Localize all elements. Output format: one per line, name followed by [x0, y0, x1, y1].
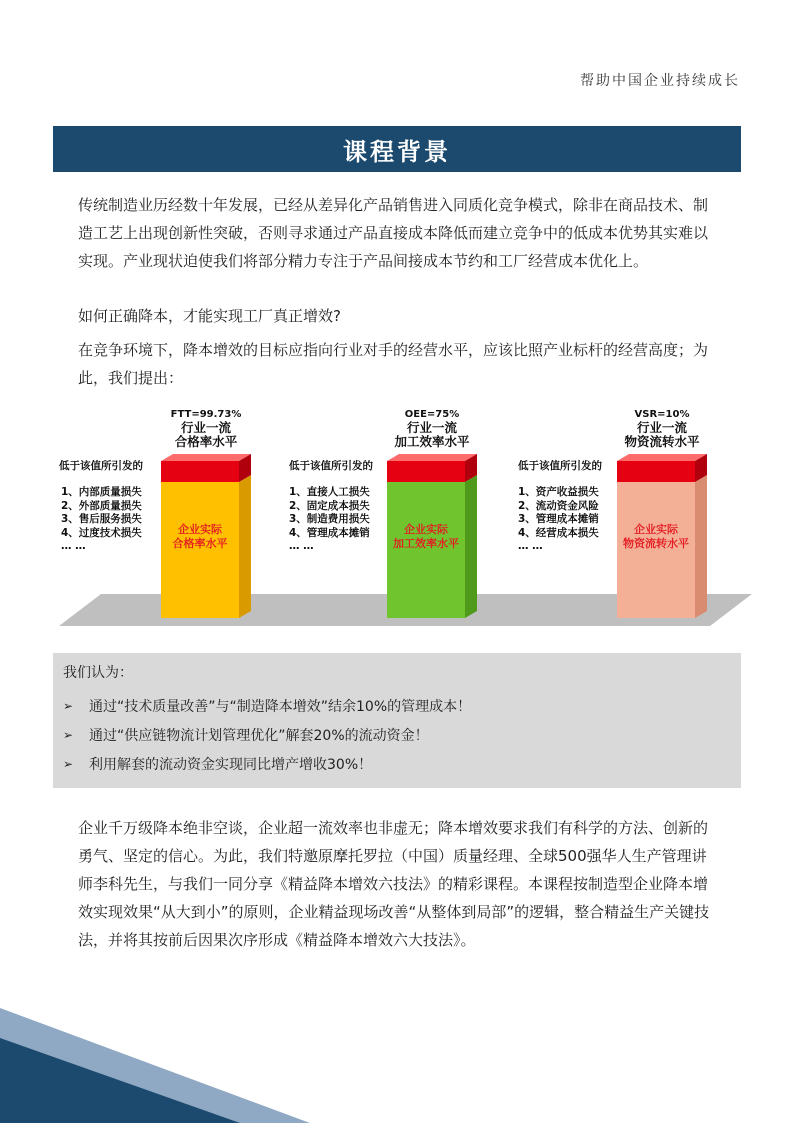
logistics-bar-label-1: 企业实际: [634, 523, 678, 536]
logistics-bar-label-2: 物资流转水平: [623, 537, 689, 550]
quality-reason: 3、售后服务损失: [61, 513, 142, 525]
efficiency-head-2: 加工效率水平: [394, 434, 470, 449]
efficiency-reason-title: 低于该值所引发的: [289, 460, 373, 472]
quality-reason: … …: [61, 540, 86, 552]
quality-benchmark-heading: [161, 408, 251, 449]
arrow-bullet-icon: ➢: [63, 698, 74, 713]
corner-decoration: [0, 1008, 310, 1123]
belief-item: [63, 720, 471, 749]
efficiency-reason: … …: [289, 540, 314, 552]
belief-list: [63, 691, 471, 778]
belief-item-text: 利用解套的流动资金实现同比增产增收30%！: [89, 756, 373, 773]
efficiency-reason: 2、固定成本损失: [289, 499, 370, 512]
bar-quality-cap-top: [161, 454, 251, 461]
bar-quality-cap-front: [161, 461, 239, 482]
logistics-reason-title: 低于该值所引发的: [518, 460, 602, 472]
quality-head-1: 行业一流: [180, 420, 231, 435]
logistics-reason-list: [518, 486, 599, 554]
bar-quality-side: [239, 475, 251, 618]
belief-box: [53, 653, 741, 788]
section-title-bar: [53, 126, 741, 172]
efficiency-benchmark-heading: [385, 408, 479, 449]
logistics-reason: 1、资产收益损失: [518, 486, 599, 498]
quality-reason: 2、外部质量损失: [61, 499, 142, 512]
efficiency-bar-label-2: 加工效率水平: [393, 537, 459, 550]
logistics-benchmark-heading: [615, 408, 709, 449]
bar-logistics-cap-front: [617, 461, 695, 482]
logistics-head-2: 物资流转水平: [624, 434, 700, 449]
efficiency-bar-label: [387, 523, 465, 551]
bar-efficiency-cap-top: [387, 454, 477, 461]
bar-logistics-side: [695, 475, 707, 618]
efficiency-reason: 3、制造费用损失: [289, 513, 370, 525]
quality-reason: 4、过度技术损失: [61, 526, 142, 539]
closing-paragraph: 企业千万级降本绝非空谈，企业超一流效率也非虚无；降本增效要求我们有科学的方法、创新的勇气、坚定的信心。为此，我们特邀原摩托罗拉（中国）质量经理、全球500强华人生产管理讲师李科先生，与我们一同分享《精益降本增效六技法》的精彩课程。本课程按制造型企业降本增效实现效果“从大到小”的原则，企业精益现场改善“从整体到局部”的逻辑，整合精益生产关键技法，并将其按前后因果次序形成《精益降本增效六大技法》。: [78, 819, 710, 949]
logistics-head-1: 行业一流: [636, 420, 687, 435]
logistics-reason: 4、经营成本损失: [518, 526, 599, 539]
efficiency-bar-label-1: 企业实际: [404, 523, 448, 536]
belief-title: 我们认为：: [63, 665, 133, 681]
benchmark-diagram: [55, 400, 755, 635]
bar-efficiency-cap-front: [387, 461, 465, 482]
section-title: 课程背景: [343, 137, 451, 166]
corner-dark-stripe: [0, 1038, 240, 1123]
quality-reason-list: [61, 486, 142, 554]
bar-efficiency-side: [465, 475, 477, 618]
belief-item-text: 通过“供应链物流计划管理优化”解套20%的流动资金！: [89, 727, 429, 744]
header-tagline: 帮助中国企业持续成长: [580, 73, 740, 89]
quality-kpi: FTT=99.73%: [170, 409, 242, 420]
efficiency-reason: 4、管理成本摊销: [289, 526, 370, 539]
logistics-reason: 2、流动资金风险: [518, 499, 599, 512]
quality-bar-label-1: 企业实际: [178, 523, 222, 536]
efficiency-reason: 1、直接人工损失: [289, 486, 370, 498]
intro-paragraph-2: 在竞争环境下，降本增效的目标应指向行业对手的经营水平，应该比照产业标杆的经营高度；为此，我们提出：: [78, 341, 709, 387]
efficiency-head-1: 行业一流: [406, 420, 457, 435]
bar-logistics-cap-top: [617, 454, 707, 461]
belief-item-text: 通过“技术质量改善”与“制造降本增效”结余10%的管理成本！: [89, 698, 472, 715]
efficiency-reason-list: [289, 486, 370, 554]
logistics-kpi: VSR=10%: [634, 409, 690, 420]
belief-item: [63, 749, 471, 778]
efficiency-kpi: OEE=75%: [404, 409, 460, 420]
logistics-reason: 3、管理成本摊销: [518, 513, 599, 525]
intro-paragraph: 传统制造业历经数十年发展，已经从差异化产品销售进入同质化竞争模式，除非在商品技术、制造工艺上出现创新性突破，否则寻求通过产品直接成本降低而建立竞争中的低成本优势其实难以实现。产业现状迫使我们将部分精力专注于产品间接成本节约和工厂经营成本优化上。: [78, 196, 709, 270]
belief-item: [63, 691, 471, 720]
logistics-reason: … …: [518, 540, 543, 552]
quality-bar-label: [161, 523, 239, 551]
quality-head-2: 合格率水平: [174, 434, 238, 449]
quality-reason-title: 低于该值所引发的: [59, 460, 143, 472]
quality-bar-label-2: 合格率水平: [172, 537, 228, 550]
logistics-bar-label: [617, 523, 695, 551]
intro-question: 如何正确降本，才能实现工厂真正增效?: [78, 307, 341, 325]
arrow-bullet-icon: ➢: [63, 756, 74, 771]
quality-reason: 1、内部质量损失: [61, 486, 142, 498]
arrow-bullet-icon: ➢: [63, 727, 74, 742]
